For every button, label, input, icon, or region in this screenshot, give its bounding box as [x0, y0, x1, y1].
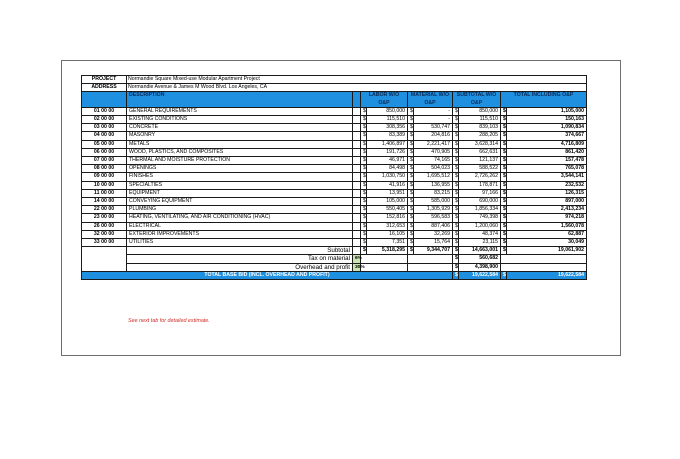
- currency-symbol: $: [453, 198, 459, 206]
- total-value: 765,078: [507, 165, 587, 173]
- currency-symbol: $: [453, 157, 459, 165]
- project-label: PROJECT: [82, 76, 127, 84]
- csi-code: 11 00 00: [82, 189, 127, 197]
- total-value: 1,105,000: [507, 107, 587, 115]
- currency-symbol: $: [408, 116, 414, 124]
- subtotal-value: 2,726,262: [459, 173, 501, 181]
- header-material: MATERIAL W/O O&P: [408, 92, 453, 107]
- currency-symbol: $: [453, 140, 459, 148]
- currency-symbol: $: [501, 165, 507, 173]
- spacer-cell: [353, 116, 361, 124]
- currency-symbol: $: [408, 222, 414, 230]
- currency-symbol: $: [501, 107, 507, 115]
- csi-code: 33 00 00: [82, 239, 127, 247]
- line-item-row: [82, 206, 587, 214]
- total-value: 1,090,834: [507, 124, 587, 132]
- currency-symbol: $: [408, 124, 414, 132]
- currency-symbol: $: [361, 189, 367, 197]
- labor-value: 312,653: [367, 222, 408, 230]
- currency-symbol: $: [501, 230, 507, 238]
- spacer-cell: [353, 165, 361, 173]
- currency-symbol: $: [408, 157, 414, 165]
- total-value: 374,667: [507, 132, 587, 140]
- subtotal-subtotal: 14,663,001: [459, 247, 501, 255]
- currency-symbol: $: [501, 173, 507, 181]
- overhead-percent: 30%: [353, 263, 361, 271]
- material-value: 530,747: [414, 124, 453, 132]
- material-value: 74,165: [414, 157, 453, 165]
- subtotal-value: 288,205: [459, 132, 501, 140]
- material-value: 1,695,512: [414, 173, 453, 181]
- currency-symbol: $: [361, 107, 367, 115]
- material-value: 32,269: [414, 230, 453, 238]
- total-base-bid-total: 19,622,584: [507, 271, 587, 279]
- currency-symbol: $: [408, 206, 414, 214]
- total-value: 126,315: [507, 189, 587, 197]
- spacer-cell: [353, 239, 361, 247]
- labor-value: 191,726: [367, 148, 408, 156]
- material-value: 15,764: [414, 239, 453, 247]
- line-item-row: [82, 239, 587, 247]
- currency-symbol: $: [453, 263, 459, 271]
- labor-value: 1,406,897: [367, 140, 408, 148]
- line-item-description: THERMAL AND MOISTURE PROTECTION: [127, 157, 353, 165]
- line-item-description: SPECIALTIES: [127, 181, 353, 189]
- material-value: 204,816: [414, 132, 453, 140]
- currency-symbol: $: [361, 132, 367, 140]
- currency-symbol: $: [453, 107, 459, 115]
- currency-symbol: $: [361, 116, 367, 124]
- currency-symbol: $: [501, 239, 507, 247]
- labor-value: 13,951: [367, 189, 408, 197]
- subtotal-value: 850,000: [459, 107, 501, 115]
- currency-symbol: $: [501, 271, 507, 279]
- currency-symbol: $: [361, 214, 367, 222]
- estimate-table: [81, 75, 587, 280]
- line-item-row: [82, 132, 587, 140]
- spacer-cell: [353, 198, 361, 206]
- csi-code: 02 00 00: [82, 116, 127, 124]
- line-item-row: [82, 230, 587, 238]
- project-name: Normandie Square Mixed-use Modular Apartment Project: [127, 76, 587, 84]
- spacer-cell: [353, 124, 361, 132]
- subtotal-labor: 5,318,295: [367, 247, 408, 255]
- subtotal-total: 19,061,902: [507, 247, 587, 255]
- subtotal-value: 115,510: [459, 116, 501, 124]
- total-value: 974,218: [507, 214, 587, 222]
- line-item-row: [82, 189, 587, 197]
- subtotal-value: 1,856,334: [459, 206, 501, 214]
- line-item-description: MASONRY: [127, 132, 353, 140]
- labor-value: 850,000: [367, 107, 408, 115]
- csi-code: 06 00 00: [82, 148, 127, 156]
- currency-symbol: $: [501, 206, 507, 214]
- material-value: 585,000: [414, 198, 453, 206]
- line-item-row: [82, 157, 587, 165]
- subtotal-value: 48,374: [459, 230, 501, 238]
- total-base-bid-label: TOTAL BASE BID (INCL. OVERHEAD AND PROFIT): [82, 271, 453, 279]
- labor-value: 1,030,750: [367, 173, 408, 181]
- currency-symbol: $: [361, 247, 367, 255]
- currency-symbol: $: [501, 189, 507, 197]
- line-item-description: FINISHES: [127, 173, 353, 181]
- spacer-cell: [353, 148, 361, 156]
- currency-symbol: $: [501, 222, 507, 230]
- currency-symbol: $: [453, 230, 459, 238]
- currency-symbol: $: [361, 239, 367, 247]
- labor-value: 7,351: [367, 239, 408, 247]
- csi-code: 23 00 00: [82, 214, 127, 222]
- spacer-cell: [353, 132, 361, 140]
- total-value: 1,560,078: [507, 222, 587, 230]
- currency-symbol: $: [501, 198, 507, 206]
- currency-symbol: $: [453, 222, 459, 230]
- subtotal-value: 588,522: [459, 165, 501, 173]
- spacer-cell: [353, 157, 361, 165]
- line-item-row: [82, 124, 587, 132]
- total-value: 4,716,809: [507, 140, 587, 148]
- total-base-bid-row: [82, 271, 587, 279]
- csi-code: 10 00 00: [82, 181, 127, 189]
- material-value: 2,221,417: [414, 140, 453, 148]
- currency-symbol: $: [501, 124, 507, 132]
- labor-value: 308,356: [367, 124, 408, 132]
- tax-percent: 6%: [353, 255, 361, 263]
- header-subtotal: SUBTOTAL W/O O&P: [453, 92, 501, 107]
- material-value: 504,023: [414, 165, 453, 173]
- line-item-row: [82, 222, 587, 230]
- spacer-cell: [353, 230, 361, 238]
- currency-symbol: $: [361, 157, 367, 165]
- line-item-description: WOOD, PLASTICS, AND COMPOSITES: [127, 148, 353, 156]
- csi-code: 04 00 00: [82, 132, 127, 140]
- line-item-description: EQUIPMENT: [127, 189, 353, 197]
- material-value: 887,406: [414, 222, 453, 230]
- line-item-description: UTILITIES: [127, 239, 353, 247]
- line-item-row: [82, 140, 587, 148]
- spacer-cell: [353, 206, 361, 214]
- total-value: 897,000: [507, 198, 587, 206]
- csi-code: 01 00 00: [82, 107, 127, 115]
- currency-symbol: $: [501, 214, 507, 222]
- line-item-description: EXISTING CONDITIONS: [127, 116, 353, 124]
- currency-symbol: $: [408, 239, 414, 247]
- currency-symbol: $: [453, 206, 459, 214]
- spacer-cell: [353, 189, 361, 197]
- tax-value: 560,682: [459, 255, 501, 263]
- line-item-description: OPENINGS: [127, 165, 353, 173]
- line-item-row: [82, 214, 587, 222]
- total-value: 157,478: [507, 157, 587, 165]
- material-value: 83,215: [414, 189, 453, 197]
- subtotal-value: 178,871: [459, 181, 501, 189]
- line-item-row: [82, 173, 587, 181]
- currency-symbol: $: [408, 214, 414, 222]
- line-item-description: PLUMBING: [127, 206, 353, 214]
- currency-symbol: $: [501, 157, 507, 165]
- currency-symbol: $: [453, 165, 459, 173]
- material-value: 1,305,929: [414, 206, 453, 214]
- currency-symbol: $: [408, 107, 414, 115]
- line-item-description: CONCRETE: [127, 124, 353, 132]
- csi-code: 14 00 00: [82, 198, 127, 206]
- csi-code: 32 00 00: [82, 230, 127, 238]
- csi-code: 26 00 00: [82, 222, 127, 230]
- total-value: 232,532: [507, 181, 587, 189]
- material-value: 136,955: [414, 181, 453, 189]
- currency-symbol: $: [361, 140, 367, 148]
- total-value: 62,887: [507, 230, 587, 238]
- total-base-bid-subtotal: 19,622,584: [459, 271, 501, 279]
- material-value: -: [414, 107, 453, 115]
- spacer-cell: [353, 214, 361, 222]
- spacer-cell: [353, 107, 361, 115]
- currency-symbol: $: [501, 247, 507, 255]
- currency-symbol: $: [408, 148, 414, 156]
- currency-symbol: $: [361, 206, 367, 214]
- labor-value: 46,971: [367, 157, 408, 165]
- currency-symbol: $: [408, 230, 414, 238]
- subtotal-value: 690,000: [459, 198, 501, 206]
- currency-symbol: $: [408, 247, 414, 255]
- labor-value: 105,000: [367, 198, 408, 206]
- subtotal-value: 1,200,060: [459, 222, 501, 230]
- material-value: -: [414, 116, 453, 124]
- subtotal-value: 3,628,314: [459, 140, 501, 148]
- tax-label: Tax on material: [127, 255, 353, 263]
- overhead-value: 4,398,900: [459, 263, 501, 271]
- subtotal-value: 97,166: [459, 189, 501, 197]
- labor-value: 41,916: [367, 181, 408, 189]
- currency-symbol: $: [361, 222, 367, 230]
- currency-symbol: $: [408, 173, 414, 181]
- subtotal-row: [82, 247, 587, 255]
- csi-code: 22 00 00: [82, 206, 127, 214]
- header-description: DESCRIPTION: [127, 92, 353, 107]
- currency-symbol: $: [453, 173, 459, 181]
- header-labor: LABOR W/O O&P: [361, 92, 408, 107]
- currency-symbol: $: [453, 132, 459, 140]
- line-item-description: HEATING, VENTILATING, AND AIR CONDITIONING (HVAC): [127, 214, 353, 222]
- column-header-row: [82, 92, 587, 107]
- subtotal-value: 23,115: [459, 239, 501, 247]
- currency-symbol: $: [408, 189, 414, 197]
- currency-symbol: $: [361, 181, 367, 189]
- spacer-cell: [353, 222, 361, 230]
- line-item-row: [82, 148, 587, 156]
- subtotal-label: Subtotal: [127, 247, 353, 255]
- currency-symbol: $: [408, 165, 414, 173]
- overhead-row: [82, 263, 587, 271]
- material-value: 470,905: [414, 148, 453, 156]
- address-label: ADDRESS: [82, 84, 127, 92]
- subtotal-value: 839,103: [459, 124, 501, 132]
- line-item-description: METALS: [127, 140, 353, 148]
- line-item-description: CONVEYING EQUIPMENT: [127, 198, 353, 206]
- line-item-row: [82, 198, 587, 206]
- currency-symbol: $: [501, 116, 507, 124]
- currency-symbol: $: [453, 124, 459, 132]
- currency-symbol: $: [408, 198, 414, 206]
- currency-symbol: $: [501, 181, 507, 189]
- line-item-description: ELECTRICAL: [127, 222, 353, 230]
- footnote: See next tab for detailed estimate.: [128, 318, 210, 324]
- currency-symbol: $: [453, 247, 459, 255]
- overhead-label: Overhead and profit: [127, 263, 353, 271]
- currency-symbol: $: [453, 116, 459, 124]
- currency-symbol: $: [408, 181, 414, 189]
- labor-value: 84,498: [367, 165, 408, 173]
- subtotal-value: 662,631: [459, 148, 501, 156]
- labor-value: 152,816: [367, 214, 408, 222]
- labor-value: 83,389: [367, 132, 408, 140]
- csi-code: 09 00 00: [82, 173, 127, 181]
- subtotal-material: 9,344,707: [414, 247, 453, 255]
- total-value: 861,420: [507, 148, 587, 156]
- currency-symbol: $: [453, 148, 459, 156]
- currency-symbol: $: [361, 173, 367, 181]
- address-value: Normandie Avenue & James M Wood Blvd. Los Angeles, CA: [127, 84, 587, 92]
- csi-code: 03 00 00: [82, 124, 127, 132]
- header-spacer: [353, 92, 361, 107]
- currency-symbol: $: [453, 255, 459, 263]
- subtotal-value: 121,137: [459, 157, 501, 165]
- project-row: [82, 76, 587, 84]
- currency-symbol: $: [361, 230, 367, 238]
- total-value: 3,544,141: [507, 173, 587, 181]
- currency-symbol: $: [501, 148, 507, 156]
- csi-code: 07 00 00: [82, 157, 127, 165]
- currency-symbol: $: [408, 132, 414, 140]
- line-item-row: [82, 181, 587, 189]
- currency-symbol: $: [361, 148, 367, 156]
- labor-value: 115,510: [367, 116, 408, 124]
- total-value: 2,413,234: [507, 206, 587, 214]
- header-total: TOTAL INCLUDING O&P: [501, 92, 587, 107]
- currency-symbol: $: [361, 198, 367, 206]
- spacer-cell: [353, 140, 361, 148]
- line-item-row: [82, 165, 587, 173]
- total-value: 150,163: [507, 116, 587, 124]
- spacer-cell: [353, 173, 361, 181]
- labor-value: 550,405: [367, 206, 408, 214]
- address-row: [82, 84, 587, 92]
- currency-symbol: $: [453, 271, 459, 279]
- spacer-cell: [353, 181, 361, 189]
- total-value: 30,049: [507, 239, 587, 247]
- currency-symbol: $: [453, 181, 459, 189]
- currency-symbol: $: [453, 189, 459, 197]
- currency-symbol: $: [453, 239, 459, 247]
- currency-symbol: $: [501, 132, 507, 140]
- labor-value: 16,105: [367, 230, 408, 238]
- header-code: [82, 92, 127, 107]
- line-item-description: EXTERIOR IMPROVEMENTS: [127, 230, 353, 238]
- csi-code: 05 00 00: [82, 140, 127, 148]
- currency-symbol: $: [361, 165, 367, 173]
- material-value: 596,583: [414, 214, 453, 222]
- tax-row: [82, 255, 587, 263]
- line-item-row: [82, 107, 587, 115]
- currency-symbol: $: [361, 124, 367, 132]
- currency-symbol: $: [408, 140, 414, 148]
- currency-symbol: $: [453, 214, 459, 222]
- currency-symbol: $: [501, 140, 507, 148]
- csi-code: 08 00 00: [82, 165, 127, 173]
- line-item-row: [82, 116, 587, 124]
- subtotal-value: 749,398: [459, 214, 501, 222]
- line-item-description: GENERAL REQUIREMENTS: [127, 107, 353, 115]
